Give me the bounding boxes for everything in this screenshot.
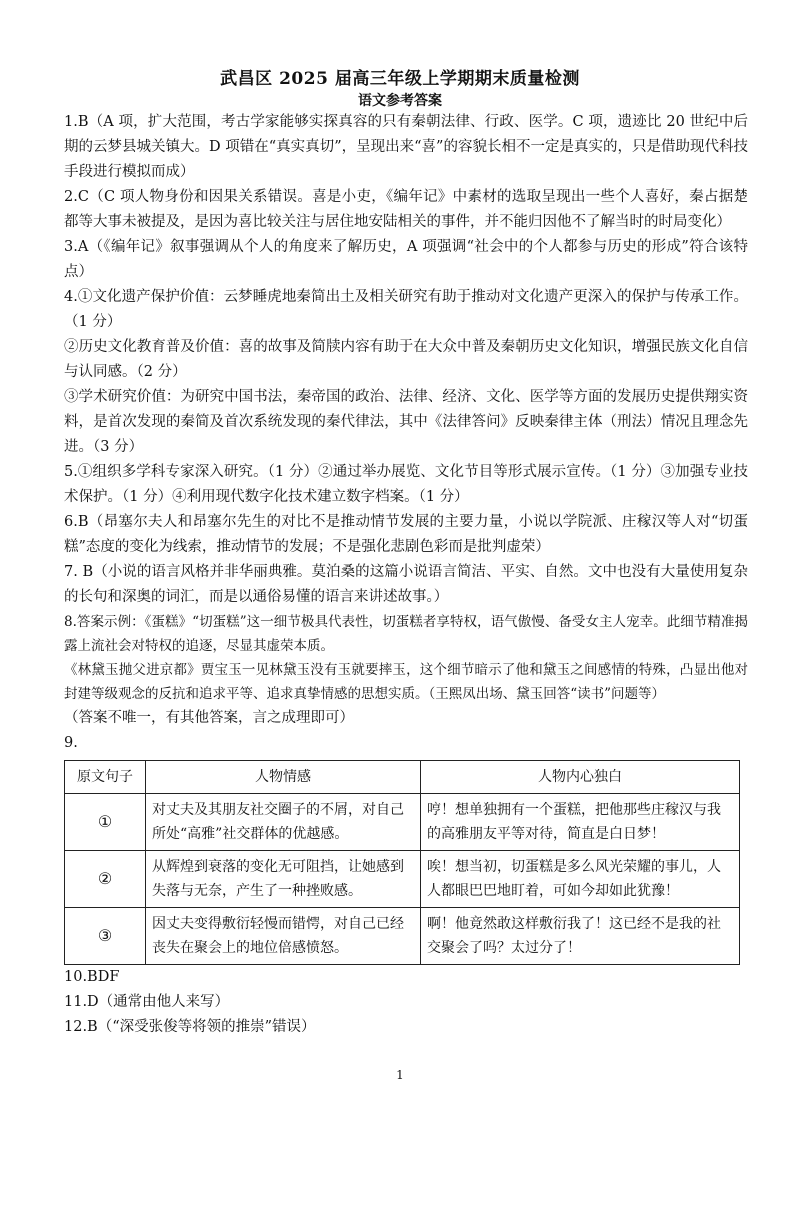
answer-5: 5.①组织多学科专家深入研究。（1 分）②通过举办展览、文化节目等形式展示宣传。（1 分）③加强专业技术保护。（1 分）④利用现代数字化技术建立数字档案。（1 分）	[64, 464, 748, 505]
table-row	[65, 794, 740, 851]
answer-10: 10.BDF	[64, 969, 120, 985]
table-cell-number: ②	[65, 851, 146, 908]
table-cell-monologue: 哼！想单独拥有一个蛋糕，把他那些庄稼汉与我的高雅朋友平等对待，简直是白日梦！	[421, 794, 740, 851]
answer-7: 7. B（小说的语言风格并非华丽典雅。莫泊桑的这篇小说语言简洁、平实、自然。文中也没有大量使用复杂的长句和深奥的词汇，而是以通俗易懂的语言来讲述故事。）	[64, 564, 748, 605]
table-cell-emotion: 对丈夫及其朋友社交圈子的不屑，对自己所处“高雅”社交群体的优越感。	[146, 794, 421, 851]
table-row	[65, 908, 740, 965]
table-cell-emotion: 因丈夫变得敷衍轻慢而错愕，对自己已经丧失在聚会上的地位倍感愤怒。	[146, 908, 421, 965]
table-cell-emotion: 从辉煌到衰落的变化无可阻挡，让她感到失落与无奈，产生了一种挫败感。	[146, 851, 421, 908]
answer-9-table	[64, 760, 740, 965]
answer-8-part-2: 《林黛玉抛父进京都》贾宝玉一见林黛玉没有玉就要摔玉，这个细节暗示了他和黛玉之间感情的特殊，凸显出他对封建等级观念的反抗和追求平等、追求真挚情感的思想实质。（王熙凤出场、黛玉回答“读书”问题等）	[64, 662, 748, 702]
answer-12: 12.B（“深受张俊等将领的推崇”错误）	[64, 1019, 316, 1035]
answer-4-part-1: 4.①文化遗产保护价值：云梦睡虎地秦简出土及相关研究有助于推动对文化遗产更深入的保护与传承工作。（1 分）	[64, 289, 748, 330]
page-subtitle: 语文参考答案	[358, 93, 442, 109]
table-cell-number: ①	[65, 794, 146, 851]
answer-1: 1.B（A 项，扩大范围，考古学家能够实探真容的只有秦朝法律、行政、医学。C 项，遗迹比 20 世纪中后期的云梦县城关镇大。D 项错在“真实真切”，呈现出来“喜”的容貌长相不一定是真实的，只是借助现代科技手段进行模拟而成）	[64, 114, 748, 180]
table-cell-monologue: 唉！想当初，切蛋糕是多么风光荣耀的事儿，人人都眼巴巴地盯着，可如今却如此犹豫！	[421, 851, 740, 908]
answer-3: 3.A（《编年记》叙事强调从个人的角度来了解历史，A 项强调“社会中的个人都参与历史的形成”符合该特点）	[64, 239, 748, 280]
page-title: 武昌区 2025 届高三年级上学期期末质量检测	[220, 69, 580, 89]
table-row	[65, 851, 740, 908]
table-cell-monologue: 啊！他竟然敢这样敷衍我了！这已经不是我的社交聚会了吗？太过分了！	[421, 908, 740, 965]
answer-4-part-3: ③学术研究价值：为研究中国书法，秦帝国的政治、法律、经济、文化、医学等方面的发展历史提供翔实资料，是首次发现的秦简及首次系统发现的秦代律法，其中《法律答问》反映秦律主体（刑法）情况且理念先进。（3 分）	[64, 389, 748, 455]
answer-11: 11.D（通常由他人来写）	[64, 994, 230, 1010]
answer-8-note: （答案不唯一，有其他答案，言之成理即可）	[64, 710, 354, 726]
answer-6: 6.B（昂塞尔夫人和昂塞尔先生的对比不是推动情节发展的主要力量，小说以学院派、庄稼汉等人对“切蛋糕”态度的变化为线索，推动情节的发展；不是强化悲剧色彩而是批判虚荣）	[64, 514, 748, 555]
answer-4-part-2: ②历史文化教育普及价值：喜的故事及简牍内容有助于在大众中普及秦朝历史文化知识，增强民族文化自信与认同感。（2 分）	[64, 339, 748, 380]
answer-8-part-1: 8.答案示例：《蛋糕》“切蛋糕”这一细节极具代表性，切蛋糕者享特权，语气傲慢、备受女主人宠幸。此细节精准揭露上流社会对特权的追逐，尽显其虚荣本质。	[64, 614, 748, 654]
table-cell-number: ③	[65, 908, 146, 965]
page-number: 1	[396, 1068, 404, 1082]
table-header-monologue: 人物内心独白	[421, 761, 740, 794]
answer-9-label: 9.	[64, 735, 78, 751]
table-header-row	[65, 761, 740, 794]
table-header-sentence: 原文句子	[65, 761, 146, 794]
table-header-emotion: 人物情感	[146, 761, 421, 794]
answer-content	[64, 110, 748, 1040]
answer-2: 2.C（C 项人物身份和因果关系错误。喜是小吏，《编年记》中素材的选取呈现出一些个人喜好，秦占据楚都等大事未被提及，是因为喜比较关注与居住地安陆相关的事件，并不能归因他不了解当时的时局变化）	[64, 189, 748, 230]
